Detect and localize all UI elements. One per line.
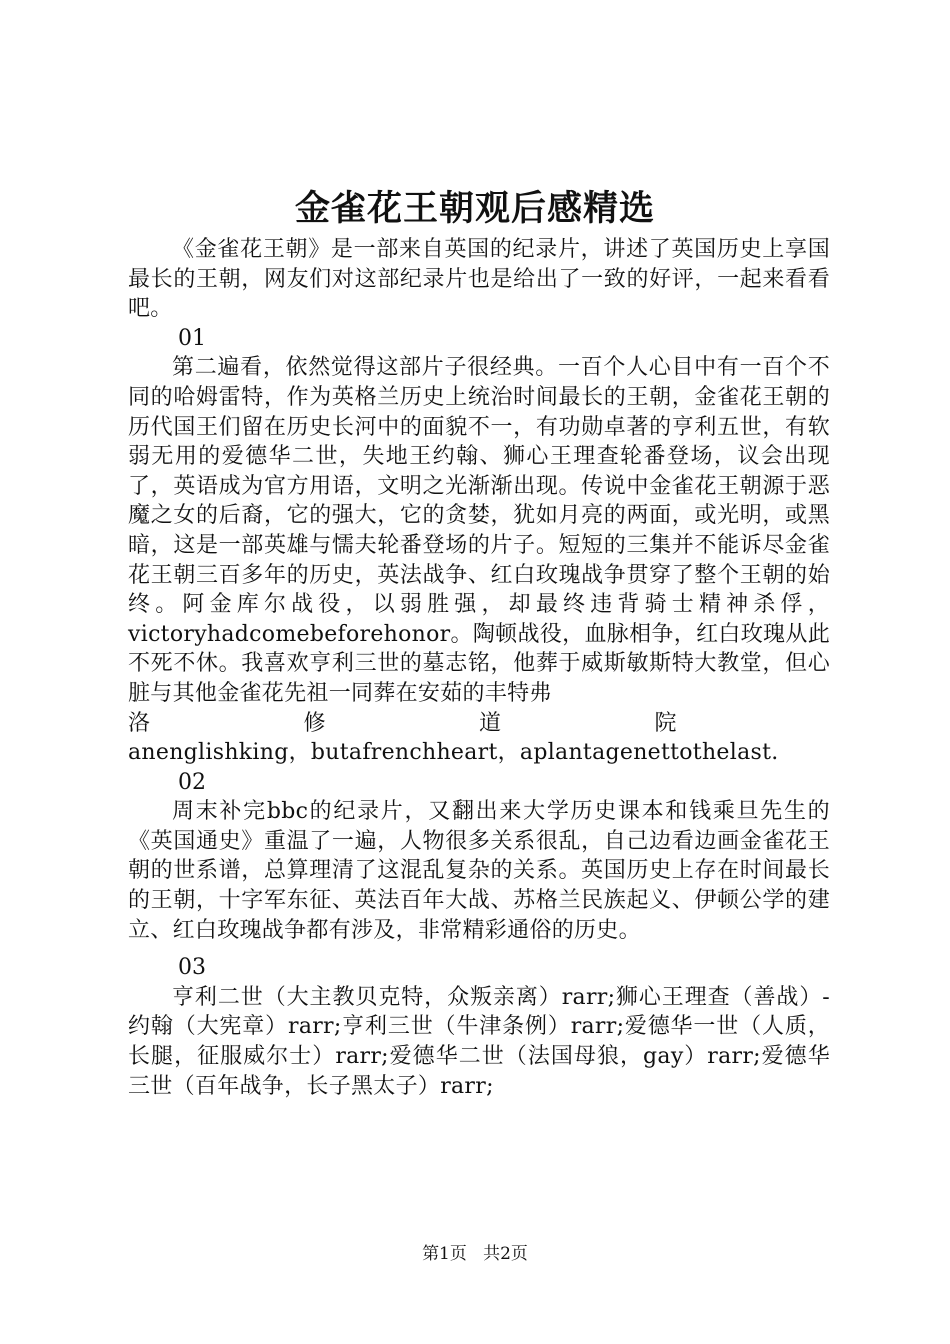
section-01-text: 第二遍看，依然觉得这部片子很经典。一百个人心目中有一百个不同的哈姆雷特，作为英格兰历史上统治时间最长的王朝，金雀花王朝的历代国王们留在历史长河中的面貌不一，有功勋卓著的亨利五世，有软弱无用的爱德华二世，失地王约翰、狮心王理查轮番登场，议会出现了，英语成为官方用语，文明之光渐渐出现。传说中金雀花王朝源于恶魔之女的后裔，它的强大，它的贪婪，犹如月亮的两面，或光明，或黑暗，这是一部英雄与懦夫轮番登场的片子。短短的三集并不能诉尽金雀花王朝三百多年的历史，英法战争、红白玫瑰战争贯穿了整个王朝的始终。阿金库尔战役，以弱胜强，却最终违背骑士精神杀俘，victoryhadcomebeforehonor。陶顿战役，血脉相争，红白玫瑰从此不死不休。我喜欢亨利三世的墓志铭，他葬于威斯敏斯特大教堂，但心脏与其他金雀花先祖一同葬在安茹的丰特弗 [128,355,830,706]
section-02-text: 周末补完bbc的纪录片，又翻出来大学历史课本和钱乘旦先生的《英国通史》重温了一遍，人物很多关系很乱，自己边看边画金雀花王朝的世系谱，总算理清了这混乱复杂的关系。英国历史上存在时间最长的王朝，十字军东征、英法百年大战、苏格兰民族起义、伊顿公学的建立、红白玫瑰战争都有涉及，非常精彩通俗的历史。 [128,799,830,943]
spread-word: 道 [479,710,502,736]
section-01 [128,353,830,767]
justified-line [128,709,830,739]
section-03-text: 亨利二世（大主教贝克特，众叛亲离）rarr;狮心王理查（善战）-约翰（大宪章）rarr;亨利三世（牛津条例）rarr;爱德华一世（人质，长腿，征服威尔士）rarr;爱德华二世（法国母狼，gay）rarr;爱德华三世（百年战争，长子黑太子）rarr; [128,984,830,1099]
section-number-02: 02 [178,769,206,795]
spread-word: 修 [303,710,326,736]
page-footer [0,1243,950,1265]
section-number-03: 03 [178,955,206,981]
page-total: 共2页 [483,1244,528,1264]
page-number: 第1页 [422,1244,467,1264]
spread-word: 院 [654,710,677,736]
section-number-01: 01 [178,325,206,351]
document-body [128,235,830,1101]
intro-paragraph: 《金雀花王朝》是一部来自英国的纪录片，讲述了英国历史上享国最长的王朝，网友们对这部纪录片也是给出了一致的好评，一起来看看吧。 [128,237,830,322]
document-title: 金雀花王朝观后感精选 [294,188,655,229]
spread-word: 洛 [128,710,151,736]
english-quote-line: anenglishking，butafrenchheart，aplantagenettothelast. [128,740,779,766]
spacer [128,945,830,953]
